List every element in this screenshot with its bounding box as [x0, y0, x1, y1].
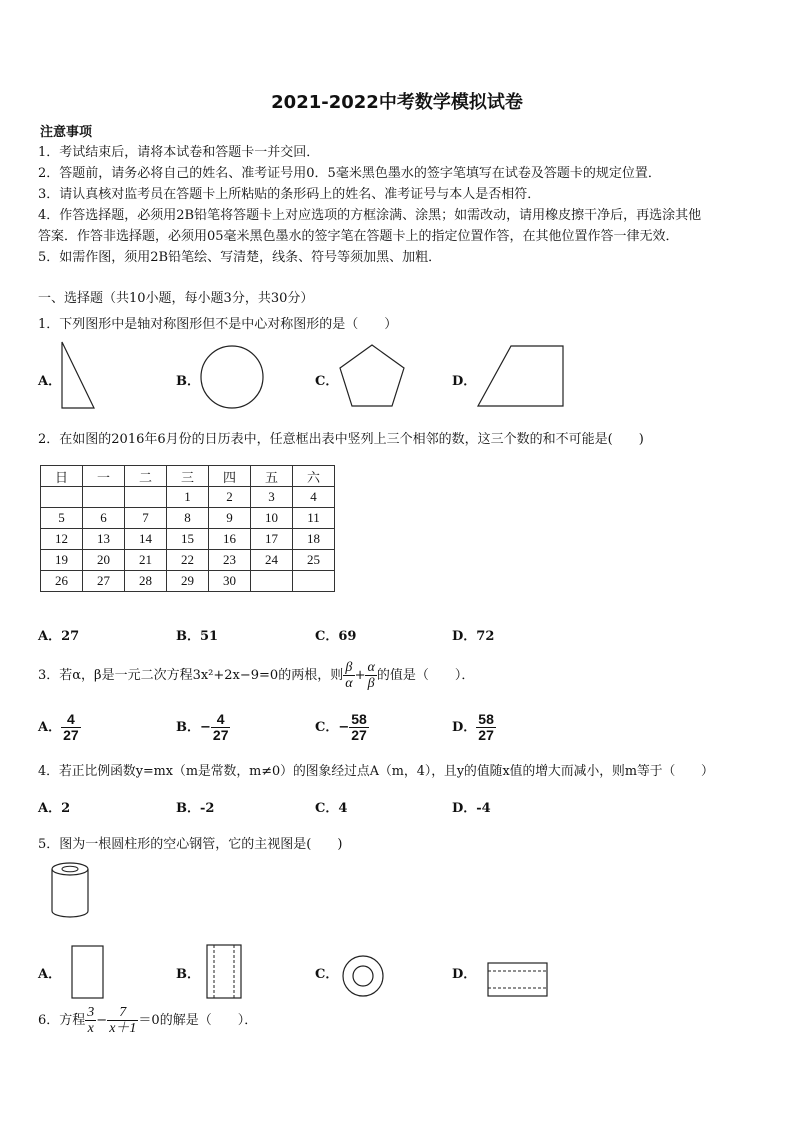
q5-option-a: A．: [38, 967, 62, 982]
calendar-cell: 12: [41, 529, 83, 550]
option-label: A．: [38, 720, 62, 735]
notice-item-2: 2．答题前，请务必将自己的姓名、准考证号用0．5毫米黑色墨水的签字笔填写在试卷及答题卡的规定位置．: [38, 166, 661, 181]
q2-option-c: C．69: [315, 629, 357, 644]
notice-item-3: 3．请认真核对监考员在答题卡上所粘贴的条形码上的姓名、准考证号与本人是否相符．: [38, 187, 541, 202]
calendar-header-cell: 日: [41, 466, 83, 487]
q4-option-a: A．2: [38, 801, 71, 816]
frac-numerator: 58: [478, 711, 494, 727]
notice-item-1: 1．考试结束后，请将本试卷和答题卡一并交回．: [38, 145, 320, 160]
calendar-cell: 17: [251, 529, 293, 550]
calendar-cell: 27: [83, 571, 125, 592]
q1-option-b: B．: [176, 374, 200, 389]
option-label: D．: [452, 720, 477, 735]
calendar-header-cell: 二: [125, 466, 167, 487]
frac-denominator: 27: [351, 727, 367, 743]
page-title: 2021-2022中考数学模拟试卷: [271, 92, 523, 113]
section-heading: 一、选择题（共10小题，每小题3分，共30分）: [38, 291, 314, 306]
front-view-option-d: [488, 963, 547, 996]
calendar-cell: 25: [293, 550, 335, 571]
calendar-cell: 28: [125, 571, 167, 592]
calendar-cell: 16: [209, 529, 251, 550]
calendar-cell: 30: [209, 571, 251, 592]
calendar-cell: 9: [209, 508, 251, 529]
calendar-header-cell: 六: [293, 466, 335, 487]
calendar-cell: 21: [125, 550, 167, 571]
q3-stem-start: 3．若α，β是一元二次方程3x²+2x−9=0的两根，则: [38, 668, 344, 683]
calendar-cell: 11: [293, 508, 335, 529]
q6-stem-start: 6．方程: [38, 1013, 86, 1028]
calendar-cell: 5: [41, 508, 83, 529]
q6-fraction-7-over-x-plus-1: [107, 1005, 138, 1036]
frac-numerator: 4: [211, 712, 231, 728]
q1-option-a: A．: [38, 374, 62, 389]
calendar-cell: 13: [83, 529, 125, 550]
frac-denominator: β: [367, 676, 375, 691]
calendar-cell: 15: [167, 529, 209, 550]
q6-stem: [38, 1005, 257, 1036]
calendar-cell: 23: [209, 550, 251, 571]
front-view-option-b: [207, 945, 241, 998]
q2-stem: 2．在如图的2016年6月份的日历表中，任意框出表中竖列上三个相邻的数，这三个数的和不可能是( ): [38, 432, 644, 447]
minus-sign: −: [200, 720, 211, 735]
calendar-cell: 20: [83, 550, 125, 571]
calendar-cell: 18: [293, 529, 335, 550]
calendar-cell: 3: [251, 487, 293, 508]
frac-numerator: 58: [351, 711, 367, 727]
q2-option-d: D．72: [452, 629, 495, 644]
frac-denominator: x: [87, 1021, 94, 1036]
frac-denominator: α: [345, 676, 353, 691]
q4-option-d: D．-4: [452, 801, 491, 816]
equals-zero: ＝0: [138, 1013, 160, 1028]
front-view-option-a: [72, 946, 103, 998]
calendar-cell: 26: [41, 571, 83, 592]
option-label: B．: [176, 720, 200, 735]
calendar-cell: 14: [125, 529, 167, 550]
frac-denominator: 27: [63, 727, 79, 743]
q6-stem-end: 的解是（ ）．: [159, 1013, 258, 1028]
notice-item-4: 4．作答选择题，必须用2B铅笔将答题卡上对应选项的方框涂满、涂黑；如需改动，请用橡皮擦干净后，再选涂其他: [38, 208, 702, 223]
frac-denominator: 27: [478, 727, 494, 743]
frac-numerator: 4: [61, 712, 81, 728]
q2-option-b: B．51: [176, 629, 219, 644]
q5-option-b: B．: [176, 967, 200, 982]
calendar-header-cell: 四: [209, 466, 251, 487]
calendar-cell: 22: [167, 550, 209, 571]
frac-numerator: 7: [107, 1005, 138, 1021]
frac-numerator: β: [343, 660, 354, 676]
q3-stem-end: 的值是（ ）．: [376, 668, 475, 683]
q5-option-d: D．: [452, 967, 477, 982]
frac-numerator: 3: [87, 1005, 95, 1020]
notice-item-5: 5．如需作图，须用2B铅笔绘、写清楚，线条、符号等须加黑、加粗．: [38, 250, 442, 265]
frac-denominator: 27: [212, 727, 229, 743]
calendar-cell: 1: [167, 487, 209, 508]
q5-stem: 5．图为一根圆柱形的空心钢管，它的主视图是( ): [38, 837, 343, 852]
calendar-cell: 24: [251, 550, 293, 571]
front-view-option-c: [343, 956, 383, 996]
calendar-cell: 4: [293, 487, 335, 508]
frac-numerator: α: [367, 660, 375, 675]
q1-option-c: C．: [315, 374, 339, 389]
frac-denominator: x＋1: [109, 1021, 137, 1036]
hollow-pipe-figure: [52, 863, 88, 917]
option-label: C．: [315, 720, 339, 735]
q6-fraction-3-over-x: [85, 1005, 96, 1036]
calendar-cell: 29: [167, 571, 209, 592]
q2-option-a: A．27: [38, 629, 80, 644]
calendar-cell: 7: [125, 508, 167, 529]
calendar-header-cell: 五: [251, 466, 293, 487]
calendar-cell: 8: [167, 508, 209, 529]
q4-option-b: B．-2: [176, 801, 215, 816]
notice-item-4-cont: 答案．作答非选择题，必须用05毫米黑色墨水的签字笔在答题卡上的指定位置作答，在其他位置作答一律无效．: [38, 229, 679, 244]
calendar-cell: 10: [251, 508, 293, 529]
calendar-cell: 6: [83, 508, 125, 529]
q1-stem: 1．下列图形中是轴对称图形但不是中心对称图形的是（ ）: [38, 317, 398, 332]
calendar-header-cell: 一: [83, 466, 125, 487]
notice-heading: 注意事项: [40, 125, 93, 140]
minus-sign: −: [338, 720, 350, 735]
calendar-cell: 2: [209, 487, 251, 508]
minus-sign: −: [96, 1013, 108, 1028]
q4-stem: 4．若正比例函数y=mx（m是常数，m≠0）的图象经过点A（m，4），且y的值随x值的增大而减小，则m等于（ ）: [38, 764, 714, 779]
q5-option-c: C．: [315, 967, 339, 982]
calendar-header-cell: 三: [167, 466, 209, 487]
plus-sign: +: [354, 668, 366, 683]
q4-option-c: C．4: [315, 801, 348, 816]
q1-option-d: D．: [452, 374, 477, 389]
calendar-cell: 19: [41, 550, 83, 571]
